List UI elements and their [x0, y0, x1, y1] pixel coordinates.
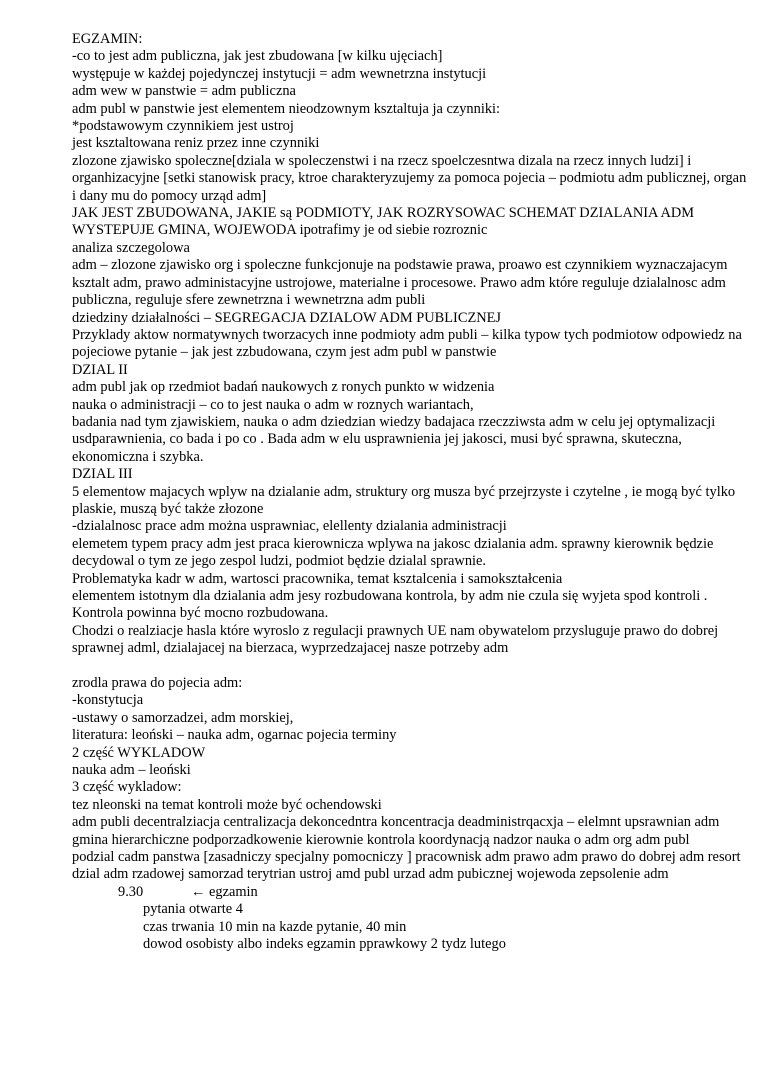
- exam-time: 9.30: [118, 883, 144, 900]
- text-line: jest ksztaltowana reniz przez inne czynniki: [72, 135, 320, 152]
- text-line: badania nad tym zjawiskiem, nauka o adm dziedzian wiedzy badajaca rzeczziwsta adm w celu jej optymalizacji usdparawnienia, co bada i po co . Bada adm w elu usprawnienia jej jakosci, musi być sprawna, skuteczna, ekonomiczna i szybka.: [72, 413, 716, 465]
- text-line: JAK JEST ZBUDOWANA, JAKIE są PODMIOTY, JAK ROZRYSOWAC SCHEMAT DZIALANIA ADM WYSTEPUJE GMINA, WOJEWODA ipotrafimy je od siebie rozroznic: [72, 205, 695, 239]
- text-line: tez nleonski na temat kontroli może być ochendowski: [72, 796, 382, 813]
- text-line: -konstytucja: [72, 692, 144, 709]
- text-line: *podstawowym czynnikiem jest ustroj: [72, 118, 294, 135]
- text-line: elemetem typem pracy adm jest praca kierownicza wplywa na jakosc dzialania adm. sprawny kierownik będzie decydowal o tym ze jego zespol ludzi, podmiot będzie dzialal sprawnie.: [72, 535, 714, 570]
- blank-line: [72, 658, 752, 675]
- text-line: EGZAMIN:: [72, 31, 143, 47]
- text-line: podzial cadm panstwa [zasadniczy specjalny pomocniczy ] pracownisk adm prawo adm prawo do dobrej adm resort dzial adm rzadowej samorzad terytrian ustroj amd publ urzad adm pubicznej wojewoda zepsolenie adm: [72, 849, 741, 883]
- text-line: adm – zlozone zjawisko org i spoleczne funkcjonuje na podstawie prawa, proawo est czynnikiem wyznaczajacym ksztalt adm, prawo administacyjne ustrojowe, materialne i procesowe. Prawo adm które reguluje dzialalnosc adm publiczna, reguluje sfere zewnetrzna i wewnetrzna adm publi: [72, 257, 728, 309]
- notes-section-main: [72, 31, 752, 658]
- exam-info-block: [118, 884, 752, 954]
- text-line: adm publ jak op rzedmiot badań naukowych z ronych punkto w widzenia: [72, 379, 495, 396]
- text-line: nauka o administracji – co to jest nauka o adm w roznych wariantach,: [72, 396, 474, 413]
- text-line: 3 część wykladow:: [72, 779, 182, 796]
- text-line: nauka adm – leoński: [72, 762, 191, 779]
- text-line: zrodla prawa do pojecia adm:: [72, 675, 243, 692]
- exam-detail-line: czas trwania 10 min na kazde pytanie, 40 min: [143, 918, 407, 935]
- text-line: adm wew w panstwie = adm publiczna: [72, 83, 296, 100]
- exam-header: [118, 884, 752, 901]
- text-line: adm publ w panstwie jest elementem nieodzownym ksztaltuja ja czynniki:: [72, 100, 501, 117]
- exam-detail-line: pytania otwarte 4: [143, 901, 243, 918]
- notes-section-sources: [72, 675, 752, 884]
- text-line: DZIAL II: [72, 361, 128, 378]
- text-line: 2 część WYKLADOW: [72, 744, 206, 761]
- exam-details: [143, 901, 752, 953]
- text-line: DZIAL III: [72, 466, 133, 483]
- text-line: Przyklady aktow normatywnych tworzacych inne podmioty adm publi – kilka typow tych podmiotow odpowiedz na pojeciowe pytanie – jak jest zzbudowana, czym jest adm publ w panstwie: [72, 326, 742, 361]
- text-line: Problematyka kadr w adm, wartosci pracownika, temat ksztalcenia i samokształcenia: [72, 570, 563, 587]
- exam-arrow-label: ← egzamin: [191, 883, 258, 900]
- text-line: występuje w każdej pojedynczej instytucji = adm wewnetrzna instytucji: [72, 65, 487, 82]
- text-line: dziedziny działalności – SEGREGACJA DZIALOW ADM PUBLICZNEJ: [72, 309, 502, 326]
- text-line: literatura: leoński – nauka adm, ogarnac pojecia terminy: [72, 727, 397, 744]
- text-line: -co to jest adm publiczna, jak jest zbudowana [w kilku ujęciach]: [72, 48, 443, 65]
- text-line: Chodzi o realziacje hasla które wyroslo z regulacji prawnych UE nam obywatelom przysluguje prawo do dobrej sprawnej adml, dzialajacej na bierzaca, wyprzedzajacej nasze potrzeby adm: [72, 622, 719, 657]
- text-line: elementem istotnym dla dzialania adm jesy rozbudowana kontrola, by adm nie czula się wyjeta spod kontroli . Kontrola powinna być mocno rozbudowana.: [72, 588, 708, 622]
- text-line: 5 elementow majacych wplyw na dzialanie adm, struktury org musza być przejrzyste i czytelne , ie mogą być tylko plaskie, muszą być także złozone: [72, 483, 736, 517]
- document-page: [72, 31, 752, 954]
- text-line: analiza szczegolowa: [72, 239, 190, 256]
- text-line: -ustawy o samorzadzei, adm morskiej,: [72, 709, 294, 726]
- text-line: adm publi decentralziacja centralizacja dekoncedntra koncentracja deadministrqacxja – elelmnt upsrawnian adm gmina hierarchiczne podporzadkowenie kierownie kontrola koordynacją nadzor nauka o adm org adm publ: [72, 814, 720, 848]
- text-line: -dzialalnosc prace adm można usprawniac, elellenty dzialania administracji: [72, 518, 507, 535]
- exam-detail-line: dowod osobisty albo indeks egzamin pprawkowy 2 tydz lutego: [143, 936, 506, 953]
- text-line: zlozone zjawisko spoleczne[dziala w spoleczenstwi i na rzecz spoelczesntwa dizala na rzecz innych ludzi] i organhizacyjne [setki stanowisk pracy, ktroe charakteryzujemy za pomoca pojecia – podmiotu adm publicznej, organ i dany mu do pomocy urząd adm]: [72, 152, 747, 204]
